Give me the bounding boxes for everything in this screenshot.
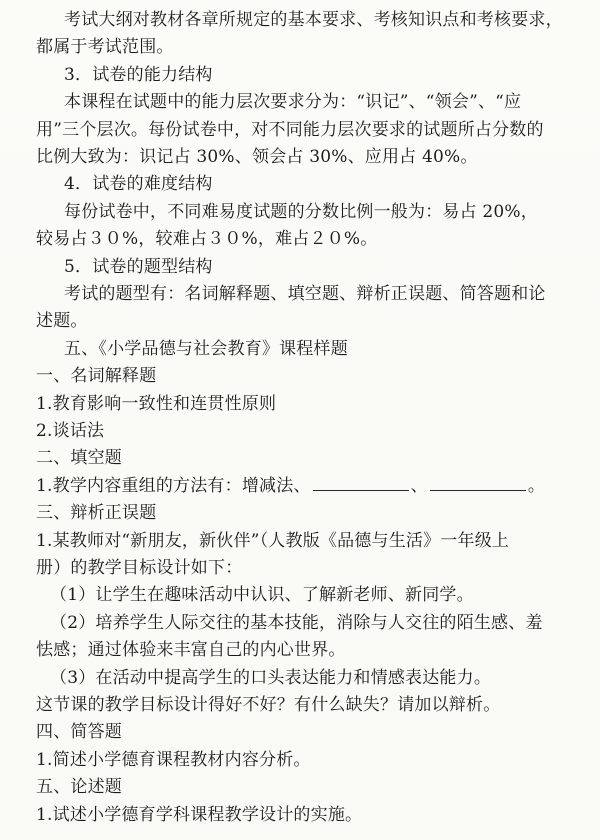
text-line: 考试的题型有：名词解释题、填空题、辩析正误题、简答题和论 (64, 284, 546, 304)
question-item: 1.试述小学德育学科课程教学设计的实施。 (36, 804, 363, 825)
question-item: 1.教育影响一致性和连贯性原则 (36, 393, 277, 414)
question-item: 1.某教师对“新朋友，新伙伴”（人教版《品德与生活》一年级上 (36, 530, 510, 551)
text-line: 用”三个层次。每份试卷中，对不同能力层次要求的试题所占分数的 (36, 119, 544, 140)
text-line: 比例大致为：识记占 30%、领会占 30%、应用占 40%。 (36, 147, 478, 167)
objective-item: （2）培养学生人际交往的基本技能，消除与人交往的陌生感、羞 (50, 612, 543, 633)
separator: 、 (410, 475, 428, 496)
fill-blank-question (36, 474, 545, 498)
text-line: 较易占３０%，较难占３０%，难占２０%。 (36, 229, 378, 250)
text-line: 都属于考试范围。 (36, 37, 174, 58)
objective-item: （3）在活动中提高学生的口头表达能力和情感表达能力。 (50, 667, 492, 688)
question-type-heading: 五、论述题 (36, 777, 122, 798)
text-line: 考试大纲对教材各章所规定的基本要求、考核知识点和考核要求， (64, 10, 563, 30)
section-heading: 3．试卷的能力结构 (64, 64, 213, 85)
text-line: 述题。 (36, 311, 88, 332)
answer-blank (430, 474, 526, 491)
question-type-heading: 三、辩析正误题 (36, 503, 157, 524)
question-item: 2.谈话法 (36, 421, 105, 441)
question-type-heading: 二、填空题 (36, 448, 122, 469)
terminator: 。 (527, 475, 546, 496)
question-type-heading: 四、简答题 (36, 722, 122, 743)
section-heading: 4．试卷的难度结构 (64, 174, 213, 195)
section-heading: 5．试卷的题型结构 (64, 256, 213, 277)
text-line: 册）的教学目标设计如下： (36, 558, 243, 578)
question-item: 1.简述小学德育课程教材内容分析。 (36, 749, 311, 770)
question-type-heading: 一、名词解释题 (36, 366, 157, 387)
objective-item: （1）让学生在趣味活动中认识、了解新老师、新同学。 (50, 585, 474, 606)
question-text: 1.教学内容重组的方法有：增减法、 (36, 475, 311, 496)
text-line: 怯感；通过体验来丰富自己的内心世界。 (36, 640, 346, 661)
text-line: 本课程在试题中的能力层次要求分为：“识记”、“领会”、“应 (64, 92, 522, 113)
answer-blank (313, 474, 409, 491)
question-prompt: 这节课的教学目标设计得好不好？有什么缺失？请加以辩析。 (36, 695, 501, 715)
text-line: 每份试卷中，不同难易度试题的分数比例一般为：易占 20%， (64, 201, 538, 222)
chapter-heading: 五、《小学品德与社会教育》课程样题 (64, 338, 348, 359)
